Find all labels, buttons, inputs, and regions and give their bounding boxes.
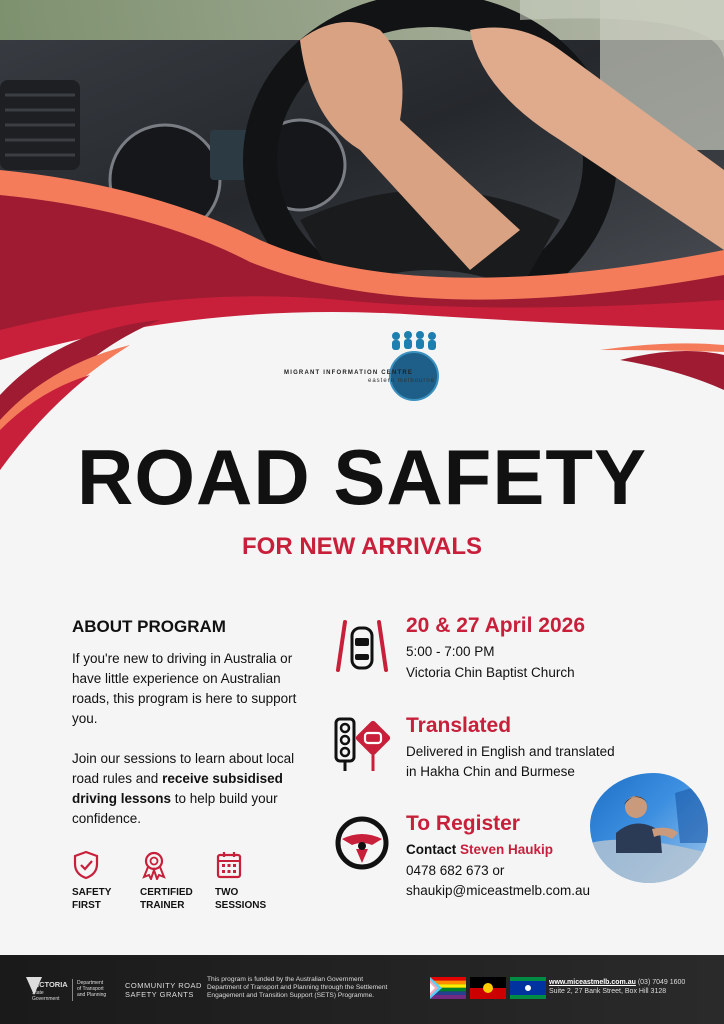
- org-name: MIGRANT INFORMATION CENTRE: [284, 370, 414, 376]
- mic-logo: [284, 330, 444, 412]
- vic-state-line1: State: [32, 990, 44, 996]
- instructor-in-car-image: [590, 773, 708, 883]
- about-paragraph-2-text: Join our sessions to learn about local road rules and: [72, 751, 295, 786]
- footer-contact: [549, 978, 685, 996]
- dept-transport: [77, 980, 106, 998]
- event-time: 5:00 - 7:00 PM: [406, 644, 495, 659]
- dept-line3: and Planning: [77, 992, 107, 998]
- steering-wheel-icon: [334, 815, 390, 871]
- funded-line3: Engagement and Transition Support (SETS) Programme.: [207, 992, 375, 999]
- website-link[interactable]: www.miceastmelb.com.au: [549, 979, 636, 986]
- register-email[interactable]: shaukip@miceastmelb.com.au: [406, 883, 591, 898]
- register-contact: [406, 840, 553, 860]
- org-sub: eastern melbourne: [368, 378, 436, 384]
- feature-label-line2: SESSIONS: [215, 900, 267, 911]
- translated-title: Translated: [406, 714, 512, 737]
- vic-state-line2: Government: [32, 996, 60, 1002]
- feature-label-line1: TWO: [215, 887, 239, 898]
- translated-line-2: in Hakha Chin and Burmese: [406, 764, 575, 779]
- footer-divider: [72, 979, 73, 1001]
- feature-label-line2: TRAINER: [140, 900, 185, 911]
- progress-pride-flag-icon: [430, 977, 466, 999]
- dept-line2: of Transport: [77, 986, 104, 992]
- feature-label-line1: SAFETY: [72, 887, 112, 898]
- feature-safety-first: [72, 850, 142, 912]
- footer-address: Suite 2, 27 Bank Street, Box Hill 3128: [549, 988, 667, 995]
- instructor-photo: [590, 773, 708, 883]
- dept-line1: Department: [77, 980, 104, 986]
- about-paragraph-2-end: to help build your confidence.: [72, 791, 278, 826]
- about-heading: ABOUT PROGRAM: [72, 617, 226, 636]
- translated-line-1: Delivered in English and translated: [406, 744, 615, 759]
- feature-label-line2: FIRST: [72, 900, 101, 911]
- contact-label: Contact: [406, 842, 460, 857]
- funding-statement: [207, 976, 422, 1000]
- register-title: To Register: [406, 812, 520, 835]
- subsidised-lessons-highlight: receive subsidised driving lessons: [72, 771, 283, 806]
- grants-line2: SAFETY GRANTS: [125, 990, 194, 999]
- award-ribbon-icon: [140, 850, 168, 880]
- contact-name: Steven Haukip: [460, 842, 554, 857]
- traffic-light-icon: [334, 717, 394, 775]
- calendar-icon: [215, 850, 243, 880]
- feature-two-sessions: [215, 850, 285, 912]
- footer: [0, 955, 724, 1024]
- about-paragraph-2: [72, 749, 302, 829]
- page-title: ROAD SAFETY: [76, 433, 648, 521]
- about-paragraph-1: If you're new to driving in Australia or have little experience on Australian roads, this program is here to support you.: [72, 651, 297, 726]
- event-venue: Victoria Chin Baptist Church: [406, 665, 575, 680]
- funded-line1: This program is funded by the Australian Government: [207, 976, 364, 983]
- car-road-icon: [336, 616, 388, 674]
- page-subtitle: FOR NEW ARRIVALS: [242, 533, 482, 560]
- flags-group: [430, 977, 546, 999]
- aboriginal-flag-icon: [470, 977, 506, 999]
- grants-line1: COMMUNITY ROAD: [125, 981, 202, 990]
- vic-state: [32, 990, 60, 1002]
- footer-phone: (03) 7049 1600: [635, 979, 686, 986]
- shield-check-icon: [72, 850, 100, 880]
- torres-strait-flag-icon: [510, 977, 546, 999]
- grants-label: [125, 981, 202, 999]
- funded-line2: Department of Transport and Planning through the Settlement: [207, 984, 388, 991]
- vic-wordmark: VICTORIA: [32, 980, 68, 989]
- event-date: 20 & 27 April 2026: [406, 614, 585, 637]
- feature-label-line1: CERTIFIED: [140, 887, 193, 898]
- feature-certified-trainer: [140, 850, 210, 912]
- register-phone[interactable]: 0478 682 673 or: [406, 863, 505, 878]
